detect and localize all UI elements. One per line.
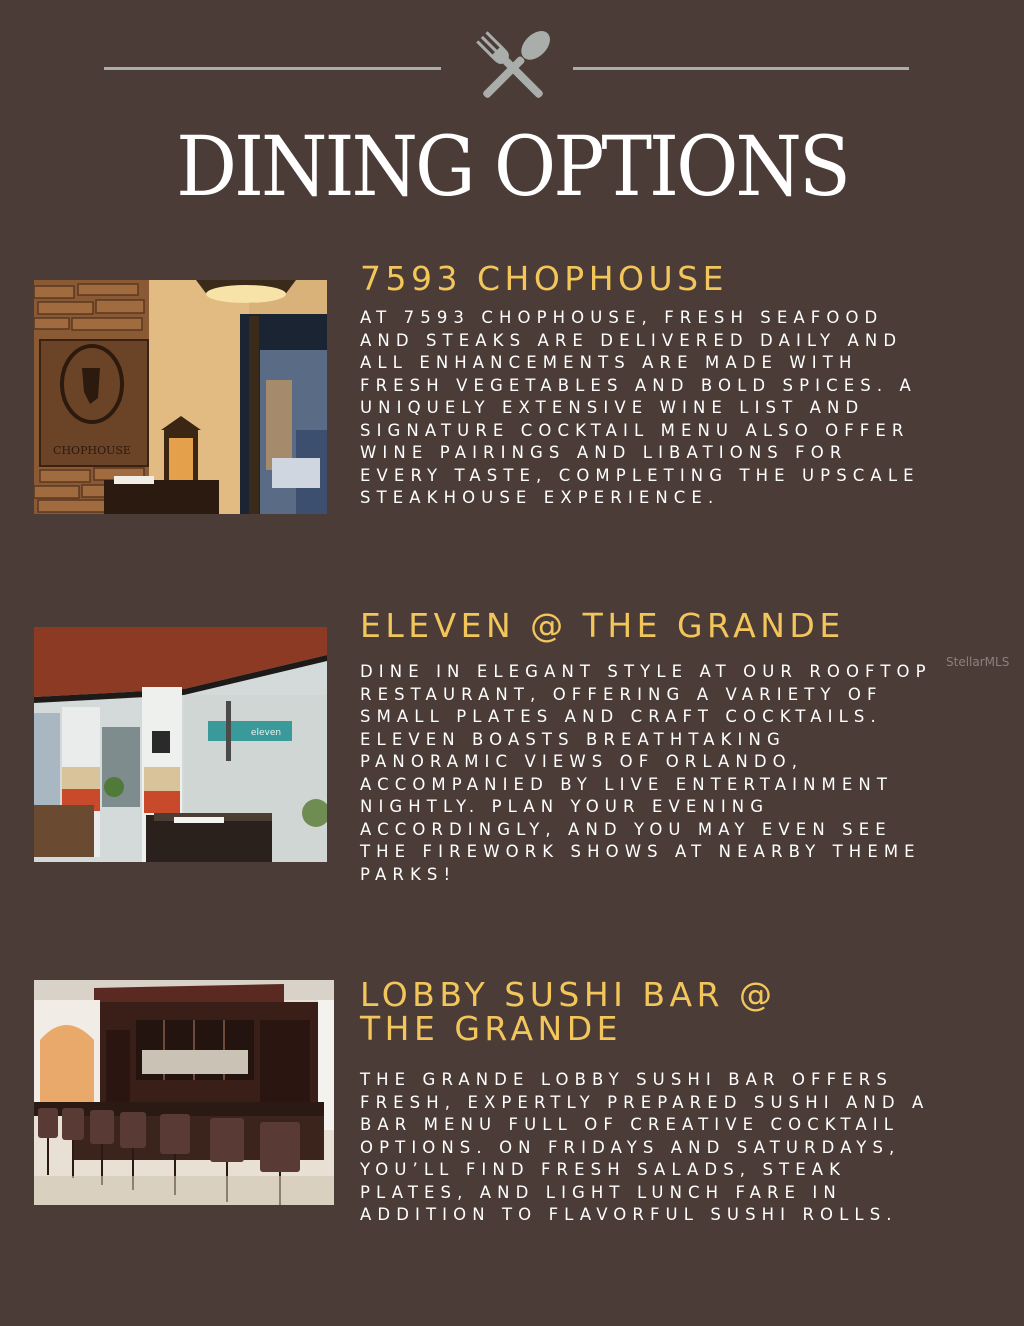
- description-line: PANORAMIC VIEWS OF ORLANDO,: [360, 752, 804, 771]
- description-line: WINE PAIRINGS AND LIBATIONS FOR: [360, 443, 848, 462]
- description-line: THE GRANDE LOBBY SUSHI BAR OFFERS: [360, 1070, 893, 1089]
- description-line: RESTAURANT, OFFERING A VARIETY OF: [360, 684, 883, 704]
- description-line: FRESH VEGETABLES AND BOLD SPICES. A: [360, 375, 917, 395]
- restaurant-description-eleven: [360, 661, 1010, 886]
- description-line: ADDITION TO FLAVORFUL SUSHI ROLLS.: [360, 1205, 898, 1224]
- description-line: PARKS!: [360, 864, 457, 884]
- header-rule-left: [104, 67, 441, 70]
- eleven-sign-text: eleven: [250, 728, 282, 738]
- description-line: DINE IN ELEGANT STYLE AT OUR ROOFTOP: [360, 662, 932, 681]
- restaurant-description-chophouse: [360, 307, 1010, 510]
- description-line: ELEVEN BOASTS BREATHTAKING: [360, 729, 786, 749]
- description-line: OPTIONS. ON FRIDAYS AND SATURDAYS,: [360, 1137, 901, 1157]
- description-line: UNIQUELY EXTENSIVE WINE LIST AND: [360, 398, 865, 417]
- fork-and-spoon-icon: [468, 28, 558, 108]
- eleven-rooftop-restaurant-photo: [34, 627, 327, 862]
- restaurant-name-line: THE GRANDE: [360, 1009, 622, 1048]
- restaurant-description-lobby-sushi-bar: [360, 1069, 1010, 1227]
- description-line: NIGHTLY. PLAN YOUR EVENING: [360, 797, 770, 816]
- description-line: ACCORDINGLY, AND YOU MAY EVEN SEE: [360, 819, 892, 839]
- description-line: ALL ENHANCEMENTS ARE MADE WITH: [360, 353, 858, 372]
- description-line: STEAKHOUSE EXPERIENCE.: [360, 488, 720, 507]
- restaurant-name-line: ELEVEN @ THE GRANDE: [360, 606, 845, 645]
- restaurant-name-lobby-sushi-bar: [360, 975, 980, 1048]
- chophouse-entrance-photo: [34, 280, 327, 514]
- description-line: SIGNATURE COCKTAIL MENU ALSO OFFER: [360, 420, 910, 440]
- description-line: YOU’LL FIND FRESH SALADS, STEAK: [360, 1160, 847, 1179]
- header-rule-right: [573, 67, 909, 70]
- description-line: AT 7593 CHOPHOUSE, FRESH SEAFOOD: [360, 308, 884, 327]
- restaurant-name-chophouse: [360, 259, 980, 298]
- restaurant-name-line: 7593 CHOPHOUSE: [360, 259, 728, 298]
- restaurant-name-line: LOBBY SUSHI BAR @: [360, 975, 777, 1014]
- page-title: DINING OPTIONS: [176, 118, 848, 215]
- description-line: PLATES, AND LIGHT LUNCH FARE IN: [360, 1182, 842, 1202]
- description-line: AND STEAKS ARE DELIVERED DAILY AND: [360, 330, 903, 350]
- description-line: FRESH, EXPERTLY PREPARED SUSHI AND A: [360, 1092, 930, 1112]
- chophouse-sign-text: CHOPHOUSE: [53, 444, 131, 457]
- description-line: ACCOMPANIED BY LIVE ENTERTAINMENT: [360, 774, 893, 794]
- restaurant-name-eleven: [360, 606, 980, 645]
- mls-watermark: StellarMLS: [946, 655, 1010, 669]
- description-line: EVERY TASTE, COMPLETING THE UPSCALE: [360, 465, 920, 485]
- description-line: SMALL PLATES AND CRAFT COCKTAILS.: [360, 707, 882, 726]
- description-line: BAR MENU FULL OF CREATIVE COCKTAIL: [360, 1115, 899, 1134]
- description-line: THE FIREWORK SHOWS AT NEARBY THEME: [360, 842, 921, 861]
- lobby-sushi-bar-photo: [34, 980, 334, 1205]
